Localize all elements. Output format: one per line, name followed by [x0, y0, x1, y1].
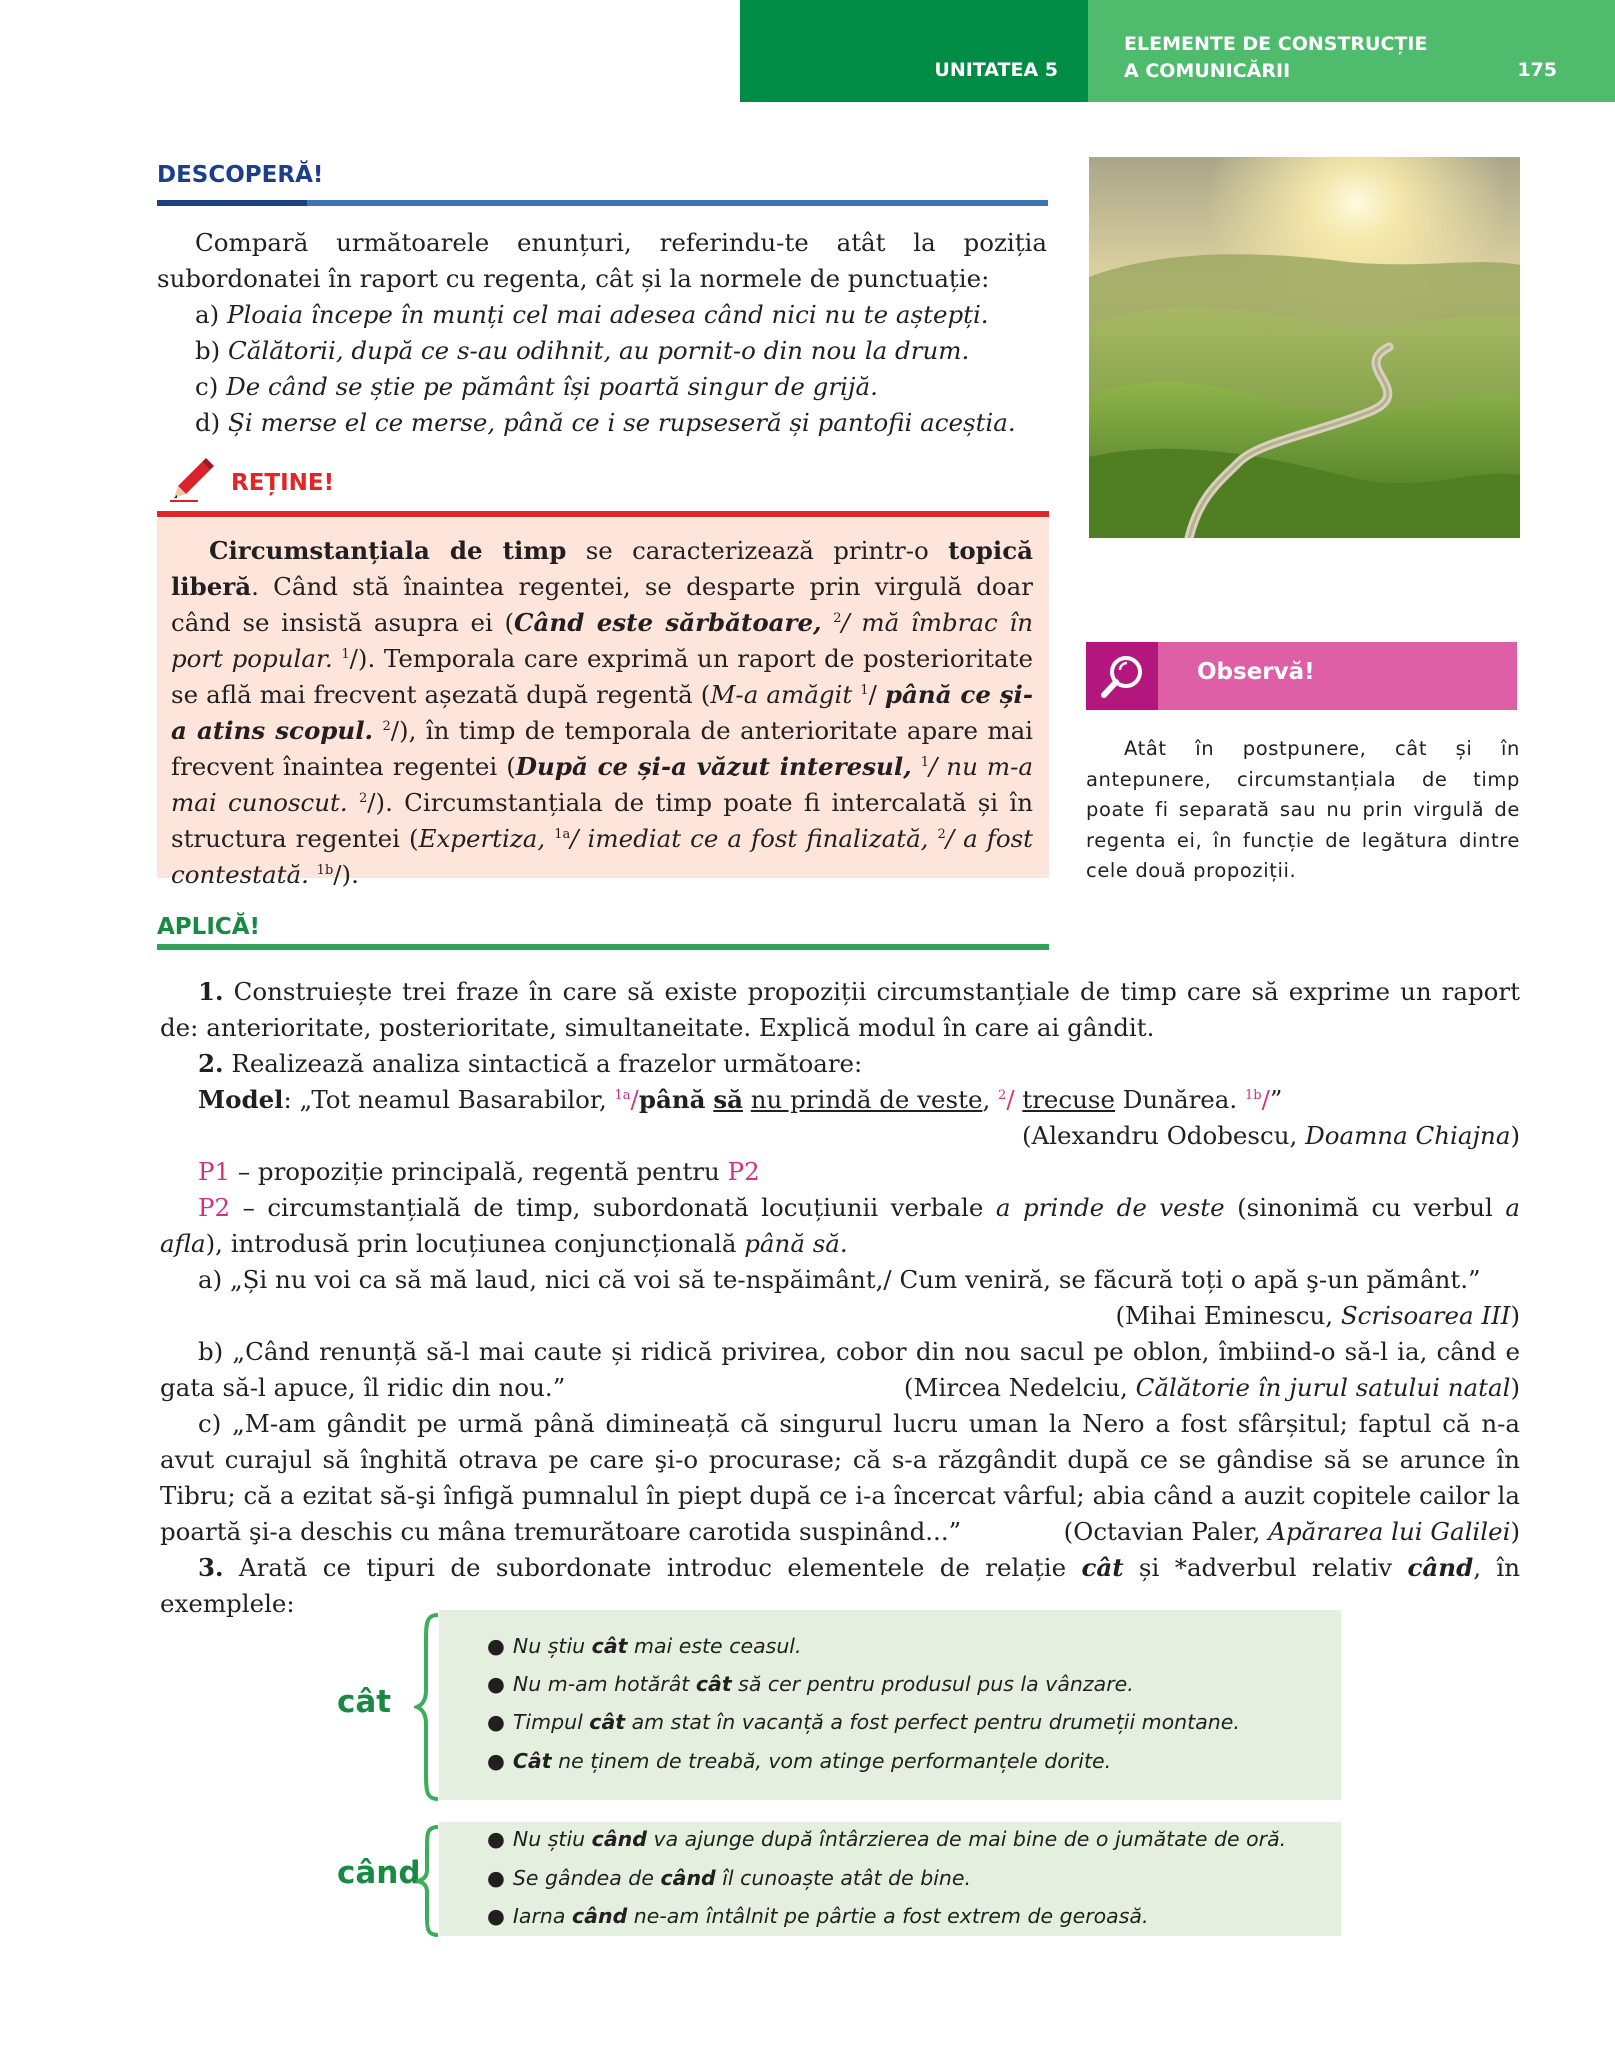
- header-unit-block: [740, 0, 1088, 102]
- aplica-bar: [157, 944, 1049, 950]
- cat-example-item: ● Nu știu cât mai este ceasul.: [487, 1634, 802, 1658]
- sentence-a-source: (Mihai Eminescu, Scrisoarea III): [1115, 1301, 1520, 1330]
- cat-example-item: ● Cât ne ținem de treabă, vom atinge performanțele dorite.: [487, 1749, 1112, 1773]
- landscape-photo: [1089, 157, 1520, 538]
- observa-icon-box: [1086, 642, 1158, 710]
- descopera-intro: Compară următoarele enunțuri, referindu-te atât la poziția subordonatei în raport cu regenta, cât și la normele de punctuație:: [157, 228, 1047, 293]
- descopera-item: d) Și merse el ce merse, până ce i se rupseseră și pantofii aceștia.: [195, 408, 1016, 437]
- page-number: 175: [1517, 59, 1557, 81]
- observa-heading: Observă!: [1197, 659, 1315, 685]
- unit-label: UNITATEA 5: [934, 59, 1058, 81]
- sentence-c: c) „M-am gândit pe urmă până dimineață că singurul lucru uman la Nero a fost sfârșitul; faptul că n-a avut curajul să înghită otrava pe care şi-o procurase; că s-a răzgândit după ce se gândise să se arunce în Tibru; că a ezitat să-şi înfigă pumnalul în piept după ce i-a încercat vârful; abia când a auzit copitele cailor la poartă şi-a deschis cu mâna tremurătoare carotida suspinând...” (Octavian Paler, Apărarea lui Galilei): [160, 1406, 1520, 1550]
- descopera-bar-light: [307, 200, 1048, 206]
- model-sentence: Model: „Tot neamul Basarabilor, $^{1a}$/până să nu prindă de veste, $^2$/ trecuse Dunărea. $^{1b}$/”: [198, 1085, 1283, 1114]
- cand-label: când: [337, 1855, 421, 1891]
- cat-label: cât: [337, 1684, 392, 1720]
- descopera-item: a) Ploaia începe în munți cel mai adesea când nici nu te aștepți.: [195, 300, 989, 329]
- exercise-2: 2. Realizează analiza sintactică a frazelor următoare:: [198, 1049, 863, 1078]
- p2-analysis: P2 – circumstanțială de timp, subordonată locuțiunii verbale a prinde de veste (sinonimă cu verbul a afla), introdusă prin locuțiunea conjuncțională până să.: [160, 1193, 1520, 1258]
- cat-example-item: ● Nu m-am hotărât cât să cer pentru produsul pus la vânzare.: [487, 1672, 1134, 1696]
- curly-brace-icon: [414, 1824, 442, 1938]
- p1-analysis: P1 – propoziție principală, regentă pentru P2: [198, 1157, 760, 1186]
- observa-text: Atât în postpunere, cât și în antepunere, circumstanțiala de timp poate fi separată sau nu prin virgulă de regenta ei, în funcție de legătura dintre cele două propoziții.: [1086, 737, 1520, 882]
- cand-example-item: ● Iarna când ne-am întâlnit pe pârtie a fost extrem de geroasă.: [487, 1904, 1149, 1928]
- cand-example-item: ● Se gândea de când îl cunoaște atât de bine.: [487, 1866, 972, 1890]
- aplica-heading: APLICĂ!: [157, 914, 261, 940]
- chapter-title: ELEMENTE DE CONSTRUCȚIE A COMUNICĂRII: [1124, 33, 1428, 82]
- exercise-3: 3. Arată ce tipuri de subordonate introduc elementele de relație cât și *adverbul relativ când, în exemplele:: [160, 1553, 1520, 1618]
- sentence-b: b) „Când renunță să-l mai caute și ridică privirea, cobor din nou sacul pe oblon, îmbiind-o să-l ia, când e gata să-l apuce, îl ridic din nou.” (Mircea Nedelciu, Călătorie în jurul satului natal): [160, 1334, 1520, 1406]
- curly-brace-icon: [414, 1612, 442, 1802]
- cand-example-item: ● Nu știu când va ajunge după întârzierea de mai bine de o jumătate de oră.: [487, 1827, 1287, 1851]
- descopera-heading: DESCOPERĂ!: [157, 162, 324, 188]
- retine-heading: REȚINE!: [231, 470, 335, 496]
- sentence-a: a) „Și nu voi ca să mă laud, nici că voi să te-nspăimânt,/ Cum veniră, se făcură toți o apă ş-un pământ.”: [198, 1265, 1481, 1294]
- pencil-icon: [168, 456, 216, 502]
- aplica-body: [160, 974, 1520, 1622]
- exercise-1: 1. Construiește trei fraze în care să existe propoziții circumstanțiale de timp care să exprime un raport de: anterioritate, posterioritate, simultaneitate. Explică modul în care ai gândit.: [160, 977, 1520, 1042]
- sentence-b-source: (Mircea Nedelciu, Călătorie în jurul satului natal): [903, 1373, 1520, 1402]
- descopera-item: b) Călătorii, după ce s-au odihnit, au pornit-o din nou la drum.: [195, 336, 970, 365]
- header-title-block: [1088, 0, 1615, 102]
- sentence-c-source: (Octavian Paler, Apărarea lui Galilei): [1063, 1517, 1520, 1546]
- magnifier-icon: [1086, 642, 1158, 710]
- retine-bar: [157, 511, 1049, 517]
- cat-example-item: ● Timpul cât am stat în vacanță a fost perfect pentru drumeții montane.: [487, 1710, 1240, 1734]
- descopera-bar-dark: [157, 200, 307, 206]
- descopera-body: [157, 225, 1047, 441]
- retine-body: Circumstanțiala de timp se caracterizează printr-o topică liberă. Când stă înaintea regentei, se desparte prin virgulă doar când se insistă asupra ei (Când este sărbătoare, $^2$/ mă îmbrac în port popular. $^1$/). Temporala care exprimă un raport de posterioritate se află mai frecvent așezată după regentă (M-a amăgit $^1$/ până ce și-a atins scopul. $^2$/), în timp de temporala de anterioritate apare mai frecvent înaintea regentei (După ce și-a văzut interesul, $^1$/ nu m-a mai cunoscut. $^2$/). Circumstanțiala de timp poate fi intercalată și în structura regentei (Expertiza, $^{1a}$/ imediat ce a fost finalizată, $^2$/ a fost contestată. $^{1b}$/).: [171, 536, 1034, 889]
- descopera-item: c) De când se știe pe pământ își poartă singur de grijă.: [195, 372, 878, 401]
- model-source: (Alexandru Odobescu, Doamna Chiajna): [1021, 1121, 1520, 1150]
